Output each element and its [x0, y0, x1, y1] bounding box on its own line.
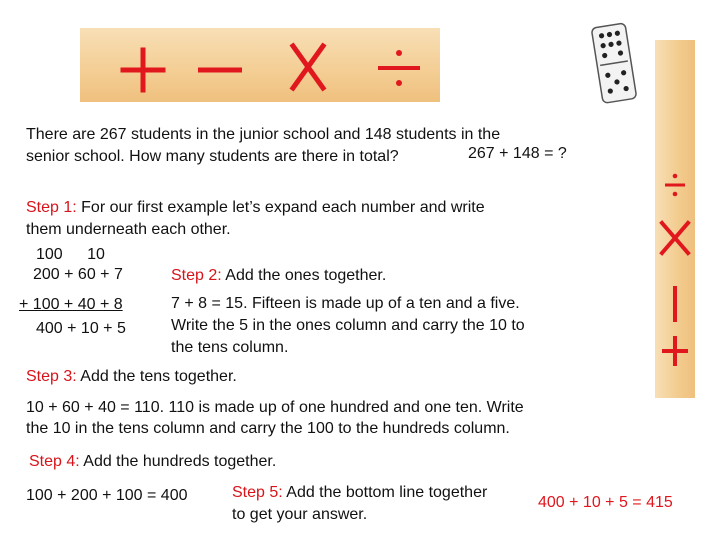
- step2-label: Step 2:: [171, 267, 222, 284]
- step1-line-2: them underneath each other.: [26, 221, 231, 238]
- expansion-row-1: 200 + 60 + 7: [33, 266, 123, 283]
- step5-line-1: [232, 482, 487, 503]
- step2-line-3: the tens column.: [171, 339, 289, 356]
- step3-line-1: 10 + 60 + 40 = 110. 110 is made up of one hundred and one ten. Write: [26, 399, 524, 416]
- times-icon: [293, 46, 323, 88]
- step5-label: Step 5:: [232, 484, 283, 501]
- times-icon: [662, 223, 688, 253]
- problem-line-2: senior school. How many students are there in total?: [26, 148, 399, 165]
- step2-heading-text: Add the ones together.: [225, 267, 387, 284]
- plus-icon: [664, 338, 686, 364]
- step3-label: Step 3:: [26, 368, 77, 385]
- step5-line-2: to get your answer.: [232, 506, 368, 523]
- final-answer: 400 + 10 + 5 = 415: [538, 494, 673, 511]
- step4-heading-text: Add the hundreds together.: [83, 453, 277, 470]
- domino-icon: [590, 22, 640, 104]
- plus-icon: [123, 50, 163, 90]
- step1-line-1: [26, 197, 485, 218]
- step4-label: Step 4:: [29, 453, 80, 470]
- divide-icon: [378, 50, 420, 86]
- step2-heading: [171, 265, 386, 286]
- step3-line-2: the 10 in the tens column and carry the 100 to the hundreds column.: [26, 420, 510, 437]
- problem-line-1: There are 267 students in the junior school and 148 students in the: [26, 126, 501, 143]
- operations-symbols: [80, 28, 440, 102]
- step3-heading: [26, 366, 237, 387]
- step1-label: Step 1:: [26, 199, 77, 216]
- side-symbols: [655, 40, 695, 398]
- expansion-row-3: 400 + 10 + 5: [36, 320, 126, 337]
- step3-heading-text: Add the tens together.: [80, 368, 237, 385]
- step2-line-2: Write the 5 in the ones column and carry the 10 to: [171, 317, 525, 334]
- step5-text: Add the bottom line together: [286, 484, 488, 501]
- step1-text: For our first example let’s expand each number and write: [81, 199, 485, 216]
- divide-icon: [665, 174, 685, 197]
- problem-equation: 267 + 148 = ?: [468, 145, 567, 162]
- step4-calc: 100 + 200 + 100 = 400: [26, 487, 188, 504]
- step2-line-1: 7 + 8 = 15. Fifteen is made up of a ten and a five.: [171, 295, 520, 312]
- place-value-header: 100 10: [36, 246, 105, 263]
- expansion-row-2: + 100 + 40 + 8: [19, 296, 123, 313]
- step4-heading: [29, 451, 276, 472]
